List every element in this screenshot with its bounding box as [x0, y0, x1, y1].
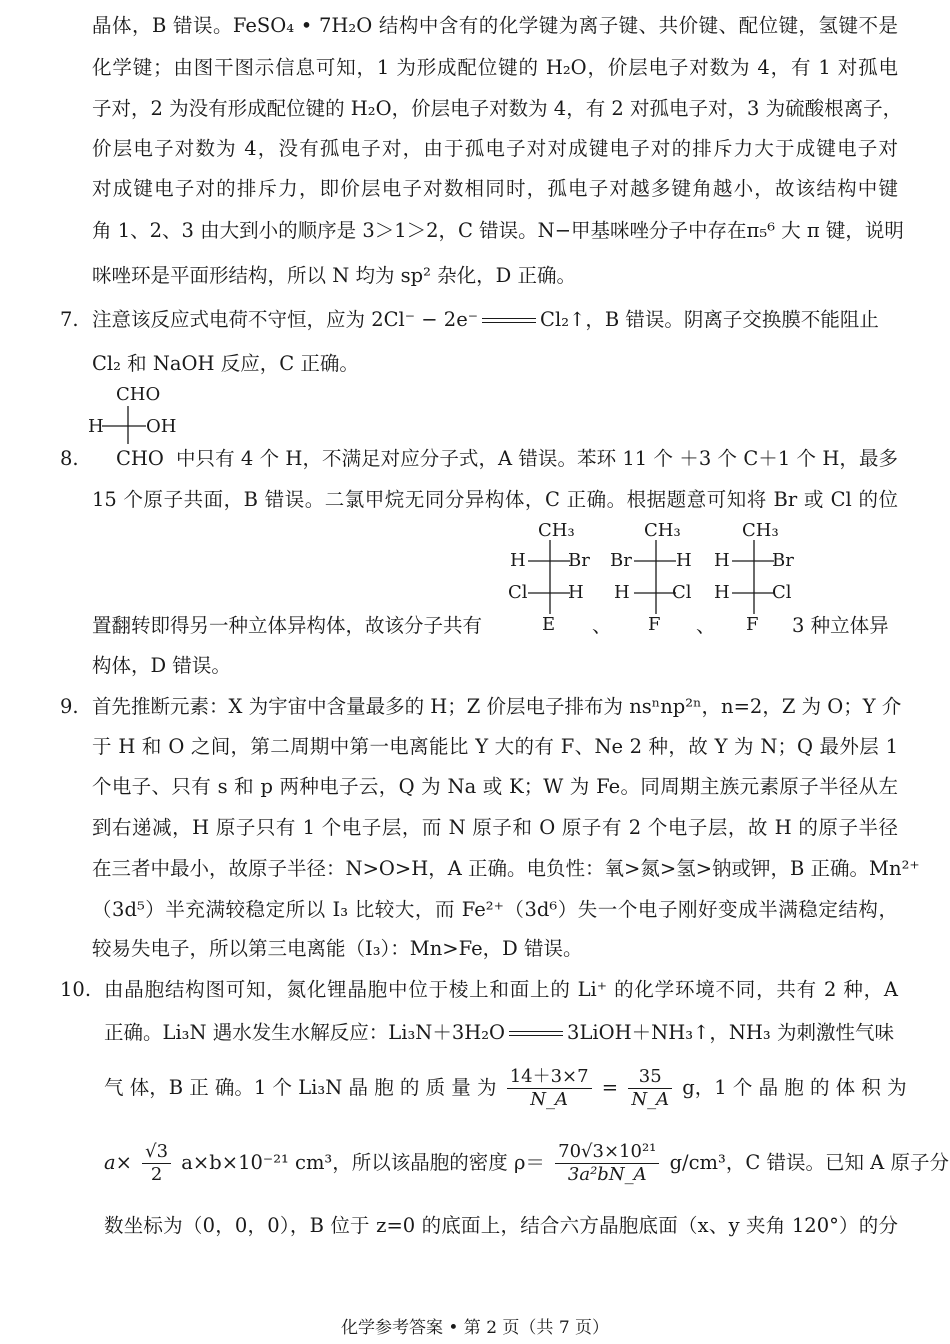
text-line: 咪唑环是平面形结构，所以 N 均为 sp² 杂化，D 正确。: [92, 264, 576, 287]
group-label: Br: [772, 550, 794, 571]
text-line: 化学键；由图干图示信息可知，1 为形成配位键的 H₂O，价层电子对数为 4，有 1 对孤电: [92, 56, 898, 79]
text-line: 在三者中最小，故原子半径：N>O>H，A 正确。电负性：氧>氮>氢>钠或钾，B 正确。Mn²⁺: [92, 857, 920, 880]
text-segment: 3LiOH＋NH₃↑，NH₃ 为刺激性气味: [567, 1021, 894, 1044]
text-line: 构体，D 错误。: [92, 654, 231, 677]
item-number: 10.: [60, 978, 92, 1001]
text-line: [92, 306, 898, 334]
text-line: 角 1、2、3 由大到小的顺序是 3＞1＞2，C 错误。N−甲基咪唑分子中存在π₅⁶ 大 π 键，说明: [92, 219, 904, 242]
group-label: CH₃: [742, 520, 779, 541]
group-label: CHO: [116, 447, 164, 470]
item-number: 8.: [60, 447, 79, 470]
group-label: CHO: [116, 384, 161, 405]
text-line: 首先推断元素：X 为宇宙中含量最多的 H；Z 价层电子排布为 nsⁿnp²ⁿ，n=2，Z 为 O；Y 介: [92, 695, 902, 718]
text-line: 较易失电子，所以第三电离能（I₃）：Mn>Fe，D 错误。: [92, 937, 583, 960]
fraction: [628, 1066, 672, 1111]
equals-sign: =: [601, 1076, 619, 1099]
group-label: F: [746, 614, 759, 635]
text-segment: 正确。Li₃N 遇水发生水解反应：Li₃N＋3H₂O: [104, 1021, 506, 1044]
text-line: [104, 1019, 898, 1047]
denominator: N_A: [530, 1089, 569, 1110]
bond-lines-icon: [528, 540, 572, 616]
text-line: 由晶胞结构图可知，氮化锂晶胞中位于棱上和面上的 Li⁺ 的化学环境不同，共有 2 种，A: [104, 978, 898, 1001]
group-label: Cl: [508, 582, 528, 603]
text-segment: a×b×10⁻²¹ cm³，所以该晶胞的密度 ρ＝: [181, 1151, 545, 1174]
group-label: Br: [610, 550, 632, 571]
text-segment: g，1 个 晶 胞 的 体 积 为: [682, 1076, 907, 1099]
text-line: 到右递减，H 原子只有 1 个电子层，而 N 原子和 O 原子有 2 个电子层，故 H 的原子半径: [92, 816, 898, 839]
numerator: √3: [142, 1141, 171, 1164]
fraction: [555, 1141, 659, 1186]
text-line: 数坐标为（0，0，0），B 位于 z=0 的底面上，结合六方晶胞底面（x、y 夹角 120°）的分: [104, 1214, 898, 1237]
group-label: H: [88, 416, 104, 437]
fraction: [142, 1141, 171, 1186]
group-label: OH: [146, 416, 177, 437]
separator-text: 、: [696, 614, 716, 637]
fraction: [507, 1066, 592, 1111]
group-label: H: [676, 550, 692, 571]
text-line: 中只有 4 个 H，不满足对应分子式，A 错误。苯环 11 个 ＋3 个 C＋1 个 H，最多: [176, 447, 898, 470]
group-label: Cl: [772, 582, 792, 603]
equals-arrow-icon: [482, 316, 536, 326]
text-segment: g/cm³，C 错误。已知 A 原子分: [669, 1151, 949, 1174]
group-label: F: [648, 614, 661, 635]
text-line: 价层电子对数为 4，没有孤电子对，由于孤电子对对成键电子对的排斥力大于成键电子对: [92, 137, 898, 160]
bond-lines-icon: [634, 540, 678, 616]
group-label: Cl: [672, 582, 692, 603]
bond-lines-icon: [102, 406, 152, 446]
text-line: 对成键电子对的排斥力，即价层电子对数相同时，孤电子对越多键角越小，故该结构中键: [92, 177, 898, 200]
group-label: H: [714, 550, 730, 571]
group-label: E: [542, 614, 556, 635]
numerator: 35: [628, 1066, 672, 1089]
text-line: 置翻转即得另一种立体异构体，故该分子共有: [92, 614, 483, 637]
equals-arrow-icon: [509, 1029, 563, 1039]
text-line: Cl₂ 和 NaOH 反应，C 正确。: [92, 352, 359, 375]
group-label: CH₃: [644, 520, 681, 541]
bond-lines-icon: [732, 540, 776, 616]
text-segment: a×: [104, 1151, 132, 1174]
separator-text: 、: [592, 614, 612, 637]
item-number: 9.: [60, 695, 79, 718]
page-footer: 化学参考答案 • 第 2 页（共 7 页）: [340, 1318, 610, 1338]
text-line: 3 种立体异: [792, 614, 889, 637]
text-line: [104, 1138, 949, 1188]
group-label: CH₃: [538, 520, 575, 541]
text-line: 个电子、只有 s 和 p 两种电子云，Q 为 Na 或 K；W 为 Fe。同周期主族元素原子半径从左: [92, 775, 898, 798]
text-segment: 注意该反应式电荷不守恒，应为 2Cl⁻ − 2e⁻: [92, 308, 479, 331]
text-segment: 气 体，B 正 确。1 个 Li₃N 晶 胞 的 质 量 为: [104, 1076, 497, 1099]
group-label: H: [714, 582, 730, 603]
numerator: 70√3×10²¹: [555, 1141, 659, 1164]
text-line: 晶体，B 错误。FeSO₄ • 7H₂O 结构中含有的化学键为离子键、共价键、配位键，氢键不是: [92, 14, 898, 37]
text-line: 子对，2 为没有形成配位键的 H₂O，价层电子对数为 4，有 2 对孤电子对，3 为硫酸根离子，: [92, 97, 903, 120]
text-line: 15 个原子共面，B 错误。二氯甲烷无同分异构体，C 正确。根据题意可知将 Br 或 Cl 的位: [92, 488, 898, 511]
denominator: 3a²bN_A: [567, 1164, 647, 1185]
text-line: [104, 1063, 907, 1113]
denominator: 2: [150, 1164, 163, 1185]
group-label: H: [568, 582, 584, 603]
text-line: 于 H 和 O 之间，第二周期中第一电离能比 Y 大的有 F、Ne 2 种，故 Y 为 N；Q 最外层 1: [92, 735, 898, 758]
group-label: Br: [568, 550, 590, 571]
denominator: N_A: [631, 1089, 670, 1110]
group-label: H: [510, 550, 526, 571]
item-number: 7.: [60, 308, 79, 331]
text-line: （3d⁵）半充满较稳定所以 I₃ 比较大，而 Fe²⁺（3d⁶）失一个电子刚好变成半满稳定结构，: [92, 898, 898, 921]
text-segment: Cl₂↑，B 错误。阴离子交换膜不能阻止: [540, 308, 879, 331]
numerator: 14＋3×7: [507, 1066, 592, 1089]
group-label: H: [614, 582, 630, 603]
